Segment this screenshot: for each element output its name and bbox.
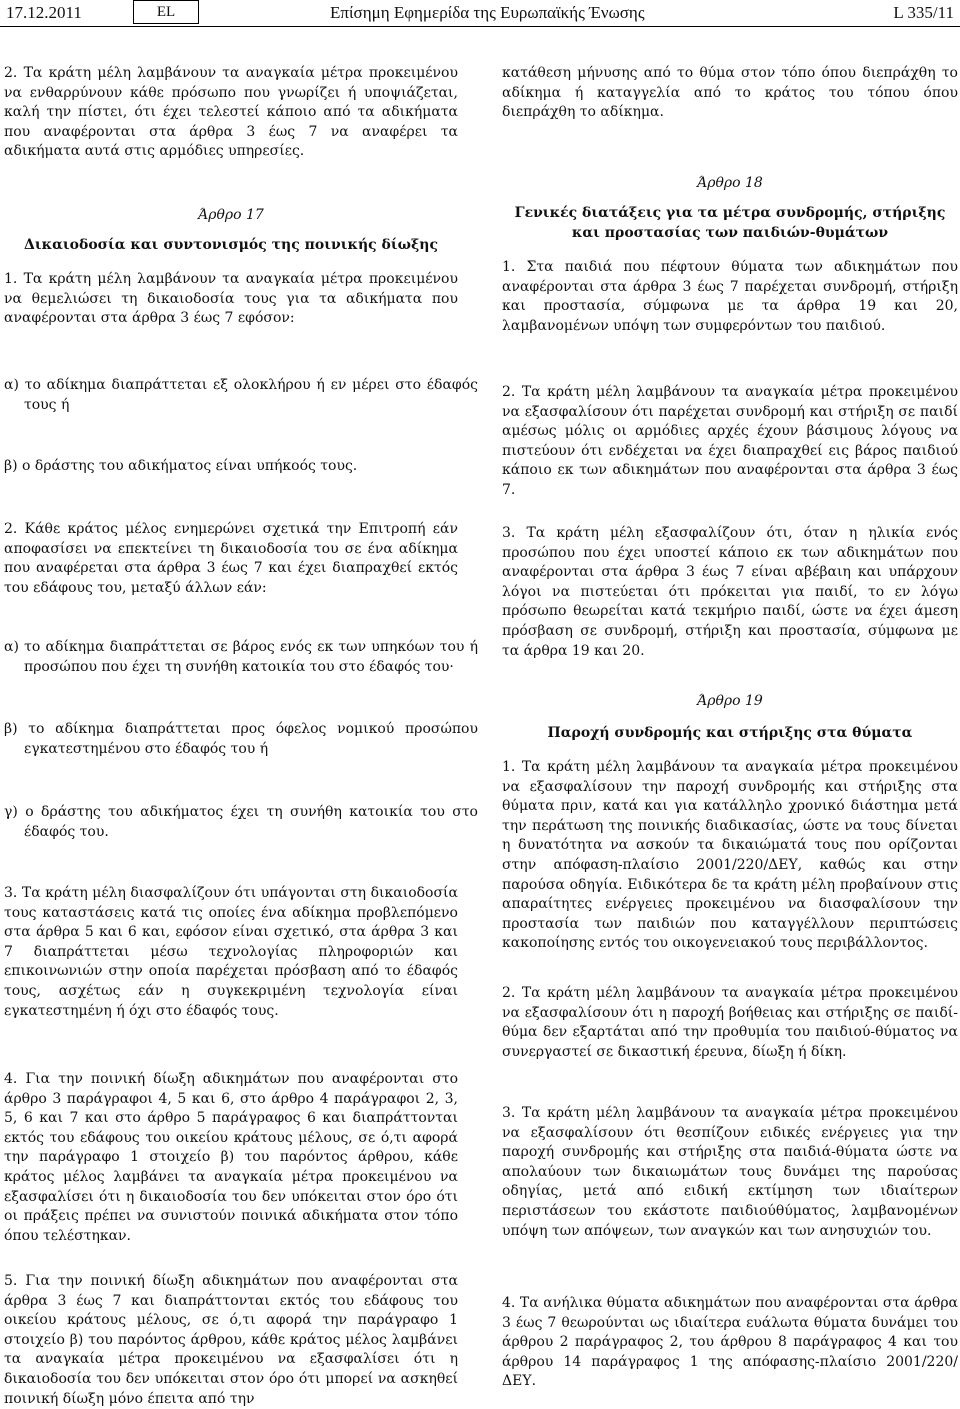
left-para-17-2c: γ) ο δράστης του αδικήματος έχει τη συνήθη κατοικία του στο έδαφός του. [4, 804, 478, 840]
header-date: 17.12.2011 [6, 3, 82, 22]
left-para-17-1: 1. Τα κράτη μέλη λαμβάνουν τα αναγκαία μέτρα προκειμένου να θεμελιώσει τη δικαιοδοσία τους για τα αδικήματα που αναφέρονται στα άρθρα 3 έως 7 εφόσον: [4, 271, 458, 327]
left-para-17-1a: α) το αδίκημα διαπράττεται εξ ολοκλήρου ή εν μέρει στο έδαφός τους ή [4, 377, 478, 413]
left-para-16-2: 2. Τα κράτη μέλη λαμβάνουν τα αναγκαία μέτρα προκειμένου να ενθαρρύνουν κάθε πρόσωπο που γνωρίζει ή υποψιάζεται, καλή την πίστει, ότι έχει τελεστεί κάποιο από τα αδικήματα που αναφέρονται στα άρθρα 3 έως 7 να αναφέρει τα αδικήματα αυτά στις αρμόδιες υπηρεσίες. [4, 65, 458, 160]
right-para-19-2: 2. Τα κράτη μέλη λαμβάνουν τα αναγκαία μέτρα προκειμένου να εξασφαλίσουν ότι η παροχή βοήθειας και στήριξης σε παιδί-θύμα δεν εξαρτάται από την προθυμία του παιδιού-θύματος να συνεργαστεί σε δικαστική έρευνα, δίωξη ή δίκη. [502, 985, 958, 1060]
page-number: L 335/11 [893, 3, 954, 22]
right-para-18-2: 2. Τα κράτη μέλη λαμβάνουν τα αναγκαία μέτρα προκειμένου να εξασφαλίσουν ότι παρέχεται συνδρομή και στήριξη σε παιδί αμέσως μόλις οι αρμόδιες αρχές έχουν βάσιμους λόγους να πιστεύουν ότι ενδέχεται να έχει διαπραχθεί εις βάρος παιδιού κάποιο εκ των αδικημάτων που αναφέρονται στα άρθρα 3 έως 7. [502, 384, 958, 498]
article-18-title: Γενικές διατάξεις για τα μέτρα συνδρομής, στήριξης και προστασίας των παιδιών-θυμάτων [514, 205, 946, 241]
left-para-17-4: 4. Για την ποινική δίωξη αδικημάτων που αναφέρονται στο άρθρο 3 παράγραφοι 4, 5 και 6, στο άρθρο 4 παράγραφοι 2, 3, 5, 6 και 7 και στο άρθρο 5 παράγραφος 6 και διαπράττονται εκτός του εδάφους του οικείου κράτους μέλους, σε ό,τι αφορά την παράγραφο 1 στοιχείο β) του παρόντος άρθρου, κάθε κράτος μέλος λαμβάνει τα αναγκαία μέτρα προκειμένου να εξασφαλίσει ότι η δικαιοδοσία του δεν υπόκειται στον όρο ότι οι πράξεις πρέπει να συνιστούν ποινικά αδικήματα στον τόπο όπου τελέστηκαν. [4, 1071, 458, 1244]
article-17-title: Δικαιοδοσία και συντονισμός της ποινικής δίωξης [23, 237, 438, 253]
left-para-17-2: 2. Κάθε κράτος μέλος ενημερώνει σχετικά την Επιτροπή εάν αποφασίσει να επεκτείνει τη δικαιοδοσία του σε ένα αδίκημα που αναφέρεται στα άρθρα 3 έως 7 και έχει διαπραχθεί εκτός του εδάφους του, μεταξύ άλλων εάν: [4, 521, 458, 596]
article-19-title: Παροχή συνδρομής και στήριξης στα θύματα [547, 725, 913, 741]
right-para-19-1: 1. Τα κράτη μέλη λαμβάνουν τα αναγκαία μέτρα προκειμένου να εξασφαλίσουν την παροχή συνδρομής και στήριξης στα θύματα πριν, κατά και για κατάλληλο χρονικό διάστημα μετά την περάτωση της ποινικής διαδικασίας, ώστε να τους δίνεται η δυνατότητα να ασκούν τα δικαιώματά τους που ορίζονται στην απόφαση-πλαίσιο 2001/220/ΔΕΥ, καθώς και στην παρούσα οδηγία. Ειδικότερα δε τα κράτη μέλη προβαίνουν στις απαραίτητες ενέργειες προκειμένου να διασφαλίσουν την προστασία των παιδιών που καταγγέλλουν περιπτώσεις κακοποίησης εντός του οικογενειακού τους περιβάλλοντος. [502, 759, 958, 952]
left-para-17-2b: β) το αδίκημα διαπράττεται προς όφελος νομικού προσώπου εγκατεστημένου στο έδαφός του ή [4, 721, 478, 757]
header-rule [0, 26, 960, 27]
right-para-18-3: 3. Τα κράτη μέλη εξασφαλίζουν ότι, όταν η ηλικία ενός προσώπου που έχει υποστεί κάποιο εκ των αδικημάτων που αναφέρονται στα άρθρα 3 έως 7 είναι αβέβαιη και υπάρχουν λόγοι να πιστεύεται ότι πρόκειται για παιδί, το εν λόγω πρόσωπο θεωρείται κατά τεκμήριο παιδί, ώστε να έχει άμεση πρόσβαση σε συνδρομή, στήριξη και προστασία, σύμφωνα με τα άρθρα 19 και 20. [502, 525, 958, 659]
right-para-19-4: 4. Τα ανήλικα θύματα αδικημάτων που αναφέρονται στα άρθρα 3 έως 7 θεωρούνται ως ιδιαίτερα ευάλωτα θύματα δυνάμει του άρθρου 2 παράγραφος 2, του άρθρου 8 παράγραφος 4 και του άρθρου 14 παράγραφος 1 της απόφασης-πλαίσιο 2001/220/ΔΕΥ. [502, 1295, 958, 1390]
left-para-17-2a: α) το αδίκημα διαπράττεται σε βάρος ενός εκ των υπηκόων του ή προσώπου που έχει τη συνήθη κατοικία του στο έδαφός του· [4, 639, 478, 675]
article-17-number: Άρθρο 17 [198, 207, 264, 223]
left-para-17-1b: β) ο δράστης του αδικήματος είναι υπήκοός τους. [4, 458, 358, 474]
right-para-18-1: 1. Στα παιδιά που πέφτουν θύματα των αδικημάτων που αναφέρονται στα άρθρα 3 έως 7 παρέχεται συνδρομή, στήριξη και προστασία, σύμφωνα με τα άρθρα 19 και 20, λαμβανομένων υπόψη των συμφερόντων του παιδιού. [502, 259, 958, 334]
left-para-17-3: 3. Τα κράτη μέλη διασφαλίζουν ότι υπάγονται στη δικαιοδοσία τους καταστάσεις κατά τις οποίες ένα αδίκημα προβλεπόμενο στα άρθρα 5 και 6 και, εφόσον είναι σχετικό, στα άρθρα 3 και 7 διαπράττεται μέσω τεχνολογίας πληροφοριών και επικοινωνιών στην οποία παρέχεται πρόσβαση από το έδαφός τους, ασχέτως εάν η συγκεκριμένη τεχνολογία είναι εγκατεστημένη ή όχι στο έδαφός τους. [4, 885, 458, 1019]
right-para-17-5-cont: κατάθεση μήνυσης από το θύμα στον τόπο όπου διεπράχθη το αδίκημα ή καταγγελία από το κράτος του τόπου όπου διεπράχθη το αδίκημα. [502, 65, 958, 121]
article-18-number: Άρθρο 18 [697, 175, 763, 191]
left-para-17-5: 5. Για την ποινική δίωξη αδικημάτων που αναφέρονται στα άρθρα 3 έως 7 και διαπράττονται εκτός του εδάφους του οικείου κράτους μέλους, σε ό,τι αφορά την παράγραφο 1 στοιχείο β) του παρόντος άρθρου, κάθε κράτος μέλος λαμβάνει τα αναγκαία μέτρα προκειμένου να εξασφαλίσει ότι η δικαιοδοσία του δεν υπόκειται στον όρο ότι μπορεί να ασκηθεί ποινική δίωξη μόνο έπειτα από την [4, 1273, 458, 1407]
language-code-box: EL [133, 0, 199, 24]
page-header [0, 0, 960, 26]
article-19-number: Άρθρο 19 [697, 693, 763, 709]
right-para-19-3: 3. Τα κράτη μέλη λαμβάνουν τα αναγκαία μέτρα προκειμένου να εξασφαλίσουν ότι θεσπίζουν ειδικές ενέργειες για την παροχή συνδρομής και στήριξης στα παιδιά-θύματα ώστε να απολαύουν των δικαιωμάτων τους δυνάμει της παρούσας οδηγίας, μετά από ειδική εκτίμηση των ιδιαίτερων περιστάσεων του εκάστοτε παιδιούθύματος, λαμβανομένων υπόψη των απόψεων, των αναγκών και των ανησυχιών του. [502, 1105, 958, 1239]
journal-title: Επίσημη Εφημερίδα της Ευρωπαϊκής Ένωσης [330, 3, 645, 22]
